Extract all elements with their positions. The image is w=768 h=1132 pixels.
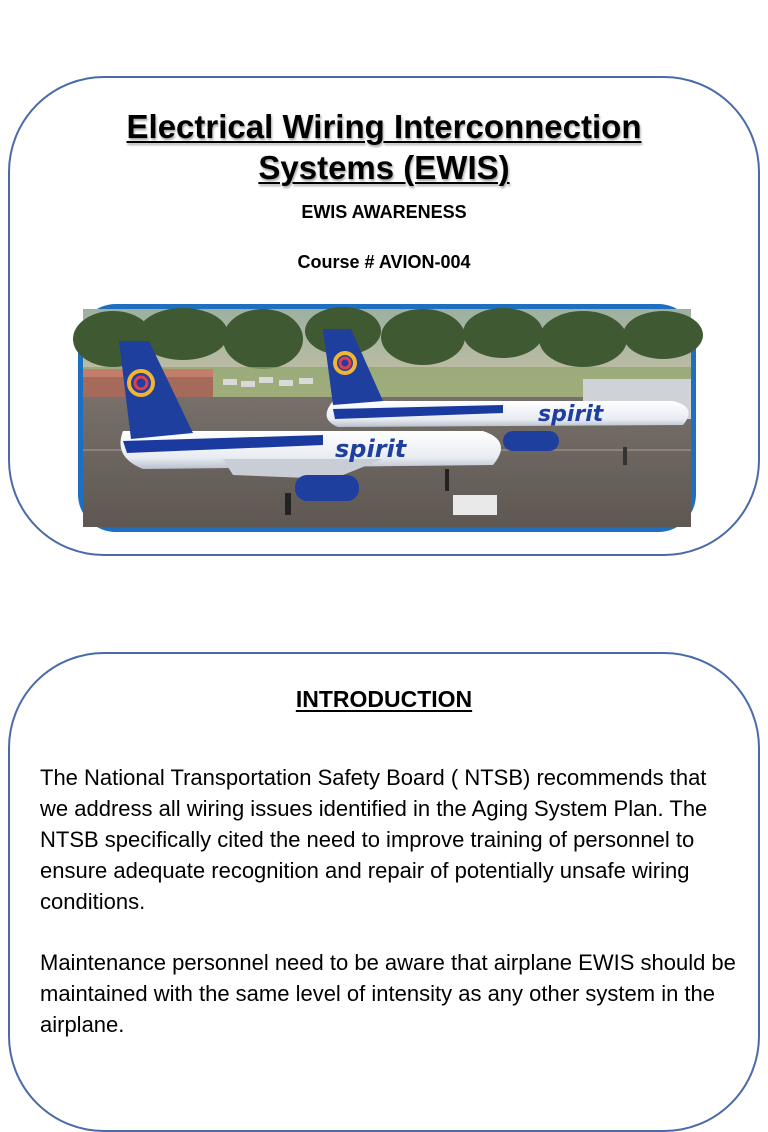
intro-paragraph-2: Maintenance personnel need to be aware that airplane EWIS should be maintained with the same level of intensity as any other system in the airplane. [40,950,736,1037]
slide-title [10,106,758,188]
title-slide [8,76,760,556]
airplanes-illustration [83,309,691,527]
introduction-heading: INTRODUCTION [295,686,473,712]
course-number: Course # AVION-004 [297,252,471,272]
title-line-1: Electrical Wiring Interconnection [126,108,642,145]
airplanes-photo [78,304,696,532]
introduction-slide [8,652,760,1132]
title-line-2: Systems (EWIS) [258,149,510,186]
slide-subtitle: EWIS AWARENESS [301,202,467,222]
airline-livery-back: spirit [538,402,604,427]
airline-livery-front: spirit [335,435,407,463]
intro-paragraph-1: The National Transportation Safety Board ( NTSB) recommends that we address all wiring issues identified in the Aging System Plan. The NTSB specifically cited the need to improve training of personnel to ensure adequate recognition and repair of potentially unsafe wiring conditions. [40,765,708,914]
